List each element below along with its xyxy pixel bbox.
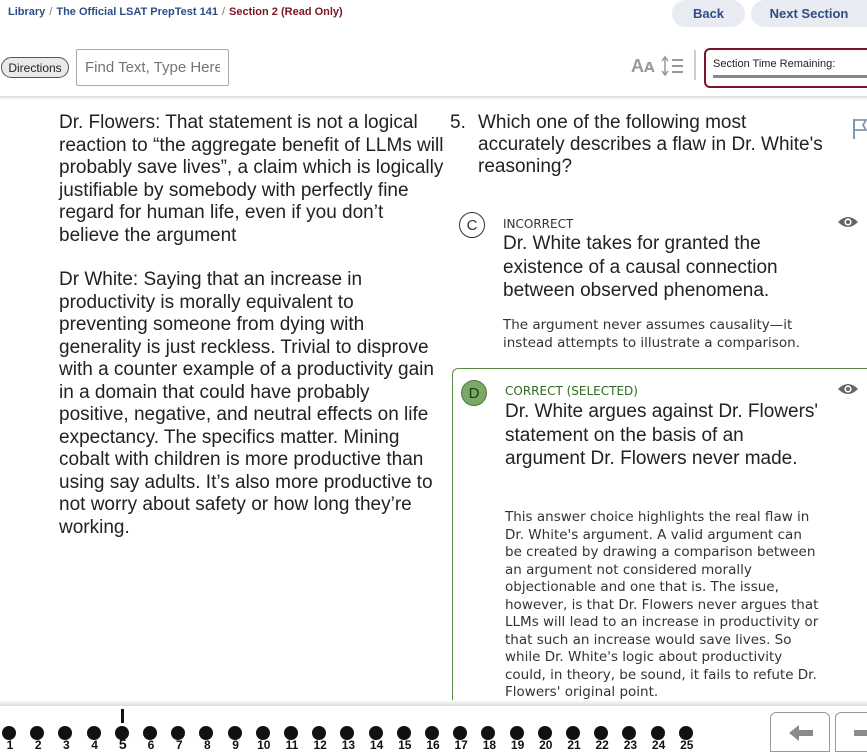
- arrow-right-icon: [836, 713, 867, 753]
- choice-letter[interactable]: D: [461, 380, 487, 406]
- back-button[interactable]: Back: [672, 0, 745, 27]
- question-dot-21[interactable]: [560, 726, 588, 752]
- breadcrumb-library[interactable]: Library: [8, 6, 46, 18]
- question-dot-number: 14: [369, 738, 384, 752]
- question-dot-number: 11: [285, 738, 299, 752]
- question-dot-number: 6: [147, 738, 155, 752]
- choice-status: INCORRECT: [503, 217, 574, 231]
- font-size-icon[interactable]: [631, 56, 655, 77]
- question-dot-11[interactable]: [278, 726, 306, 752]
- choice-explanation: This answer choice highlights the real flaw in Dr. White's argument. A valid argument can be created by drawing a comparison between an argument not considered morally objectionable and one that is. The issue, however, is that Dr. Flowers never argues that LLMs will lead to an increase in productivity or that such an increase would save lives. So while Dr. White's logic about productivity could, in theory, be sound, it fails to refute Dr. Flowers' original point.: [505, 509, 819, 700]
- passage-paragraph: Dr. Flowers: That statement is not a logical reaction to “the aggregate benefit of LLMs will probably save lives”, a claim which is logically justifiable by somebody with perfectly fine regard for human life, even if you don’t believe the argument: [59, 112, 444, 246]
- question-dot-number: 2: [34, 738, 42, 752]
- question-dot-10[interactable]: [250, 726, 278, 752]
- previous-question-button[interactable]: [770, 712, 830, 752]
- question-dot-19[interactable]: [504, 726, 532, 752]
- question-dot-number: 18: [482, 738, 497, 752]
- toolbar-shadow: [0, 96, 867, 100]
- question-dot-18[interactable]: [475, 726, 503, 752]
- question-dot-20[interactable]: [532, 726, 560, 752]
- next-question-button[interactable]: [835, 712, 867, 752]
- question-dot-number: 20: [539, 738, 553, 752]
- question-dot-number: 5: [118, 736, 127, 752]
- toolbar-divider: [694, 50, 696, 80]
- question-dot-number: 23: [623, 738, 638, 752]
- question-dot-12[interactable]: [306, 726, 334, 752]
- question-dot-number: 3: [63, 738, 70, 752]
- question-dot-number: 10: [257, 738, 271, 752]
- choice-explanation: The argument never assumes causality—it instead attempts to illustrate a comparison.: [503, 317, 800, 351]
- choice-letter[interactable]: C: [459, 212, 485, 238]
- question-dot-number: 19: [510, 738, 525, 752]
- line-spacing-icon[interactable]: [661, 55, 685, 77]
- question-dot-number: 16: [426, 738, 440, 752]
- top-bar: [0, 0, 867, 26]
- question-dot-number: 15: [398, 738, 412, 752]
- directions-button[interactable]: Directions: [1, 57, 69, 78]
- current-question-marker: [121, 709, 124, 723]
- font-size-icon-label: Aᴀ: [631, 56, 655, 76]
- passage: [59, 112, 444, 561]
- question-dot-number: 13: [341, 738, 356, 752]
- question-dot-17[interactable]: [447, 726, 475, 752]
- eye-icon[interactable]: [837, 382, 859, 396]
- section-timer[interactable]: [704, 48, 867, 88]
- question-dot-1[interactable]: [0, 726, 24, 752]
- question-dot-7[interactable]: [165, 726, 193, 752]
- question-dot-25[interactable]: [673, 726, 701, 752]
- choice-text: Dr. White takes for granted the existence of a causal connection between observed phenomena.: [503, 233, 778, 301]
- breadcrumb-separator: /: [221, 6, 226, 18]
- choice-status: CORRECT (SELECTED): [505, 384, 638, 398]
- question-dot-4[interactable]: [81, 726, 109, 752]
- question-dot-22[interactable]: [588, 726, 616, 752]
- question-dot-9[interactable]: [222, 726, 250, 752]
- question-dot-15[interactable]: [391, 726, 419, 752]
- question-dot-6[interactable]: [137, 726, 165, 752]
- toolbar: [0, 44, 867, 94]
- question-dot-number: 25: [680, 738, 694, 752]
- question-dot-number: 8: [204, 738, 211, 752]
- question-dot-number: 9: [232, 738, 239, 752]
- question-dot-number: 24: [651, 738, 666, 752]
- question-stem: Which one of the following most accurately describes a flaw in Dr. White's reasoning?: [478, 112, 823, 177]
- arrow-left-icon: [771, 713, 831, 753]
- question-dot-number: 21: [567, 738, 581, 752]
- question-dot-number: 17: [454, 738, 468, 752]
- flag-icon[interactable]: [852, 118, 867, 140]
- question-dot-24[interactable]: [645, 726, 673, 752]
- question-dot-5[interactable]: [109, 726, 137, 752]
- answer-choice-d[interactable]: [452, 368, 867, 708]
- question-dot-23[interactable]: [616, 726, 644, 752]
- timer-label: Section Time Remaining:: [713, 58, 836, 70]
- next-section-button[interactable]: Next Section: [751, 0, 867, 27]
- question-dot-2[interactable]: [24, 726, 52, 752]
- question-dot-number: 7: [175, 738, 183, 752]
- question-number: 5.: [450, 112, 466, 133]
- question-dot-16[interactable]: [419, 726, 447, 752]
- question-dot-number: 12: [313, 738, 327, 752]
- question-dot-13[interactable]: [334, 726, 362, 752]
- breadcrumb-test[interactable]: The Official LSAT PrepTest 141: [56, 6, 218, 18]
- breadcrumb-section: Section 2 (Read Only): [229, 6, 343, 18]
- question-dot-number: 22: [595, 738, 609, 752]
- question-dot-14[interactable]: [363, 726, 391, 752]
- passage-paragraph: Dr White: Saying that an increase in productivity is morally equivalent to preventing someone from dying with generality is just reckless. Trivial to disprove with a counter example of a productivity gain in a domain that could have probably positive, negative, and neutral effects on life expectancy. The specifics matter. Mining cobalt with children is more productive than using say adults. It’s also more productive to not worry about safety or how long they’re working.: [59, 269, 434, 538]
- timer-bar: [713, 75, 867, 78]
- eye-icon[interactable]: [837, 215, 859, 229]
- answer-choice-c[interactable]: [455, 200, 867, 360]
- breadcrumb: [8, 6, 343, 18]
- choice-text: Dr. White argues against Dr. Flowers' statement on the basis of an argument Dr. Flowers never made.: [505, 401, 819, 469]
- question-dot-8[interactable]: [193, 726, 221, 752]
- question-dot-number: 4: [91, 738, 98, 752]
- question-dot-3[interactable]: [52, 726, 80, 752]
- question-dot-number: 1: [6, 738, 14, 752]
- find-text-input[interactable]: [76, 49, 229, 86]
- breadcrumb-separator: /: [49, 6, 53, 18]
- question-navigator: [0, 706, 867, 752]
